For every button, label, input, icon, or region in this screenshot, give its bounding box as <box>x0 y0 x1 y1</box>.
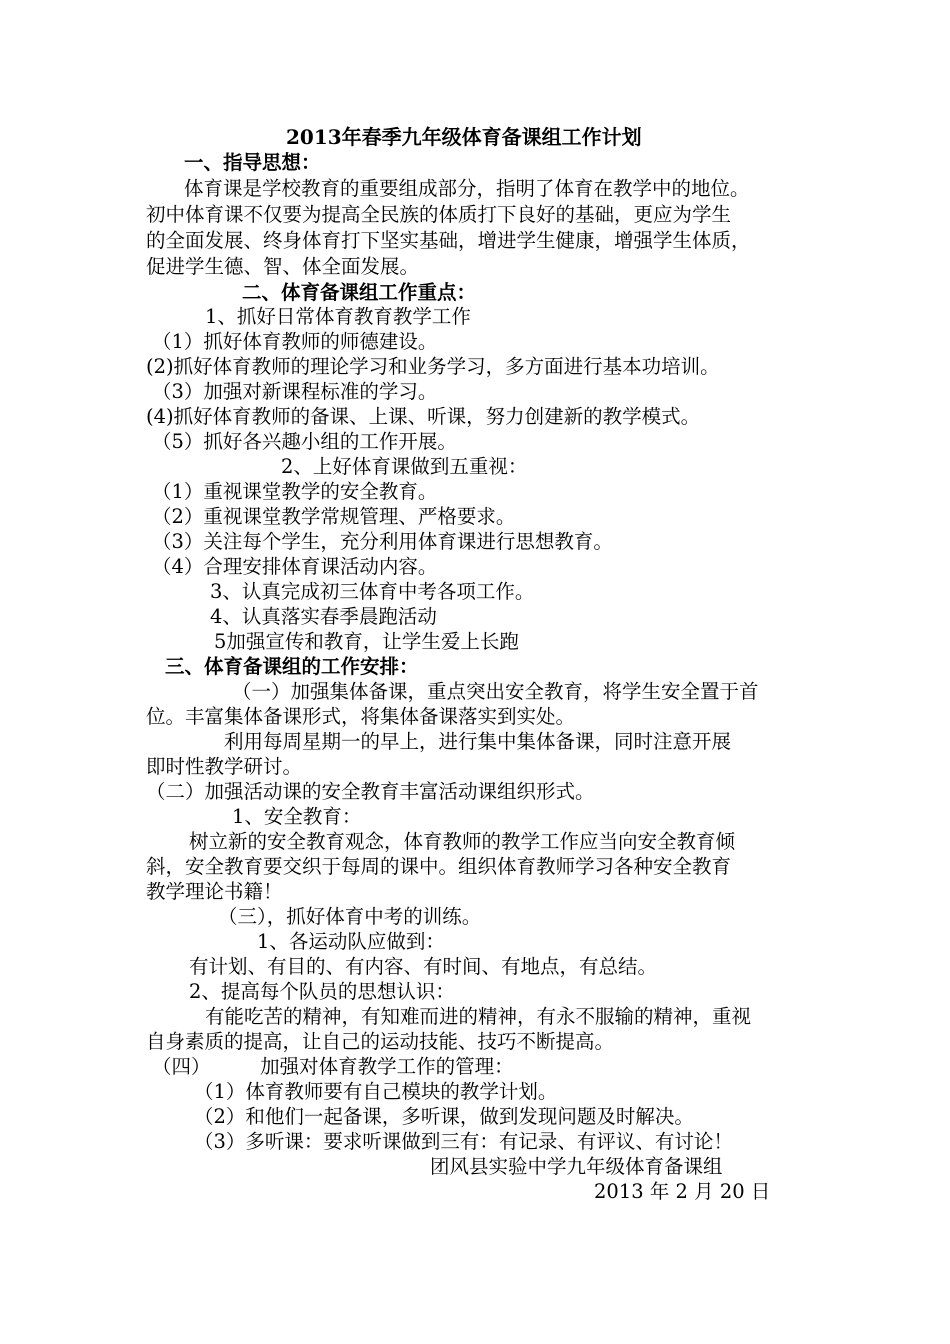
section3-part1-line: 即时性教学研讨。 <box>146 755 303 778</box>
section2-sub1-item: (4)抓好体育教师的备课、上课、听课，努力创建新的教学模式。 <box>146 405 701 428</box>
section2-sub2-item: （3）关注每个学生，充分利用体育课进行思想教育。 <box>152 530 613 553</box>
section3-part3-para-line: 自身素质的提高，让自己的运动技能、技巧不断提高。 <box>146 1030 615 1053</box>
section3-part1-line: （一）加强集体备课，重点突出安全教育，将学生安全置于首 <box>232 680 759 703</box>
section3-part4-item: （1）体育教师要有自己模块的教学计划。 <box>194 1080 558 1103</box>
section3-part3-para-line: 有能吃苦的精神，有知难而进的精神，有永不服输的精神，重视 <box>205 1005 752 1028</box>
section2-sub2-item: （2）重视课堂教学常规管理、严格要求。 <box>152 505 516 528</box>
section2-sub1-item: （1）抓好体育教师的师德建设。 <box>152 330 438 353</box>
section3-part1-line: 位。丰富集体备课形式，将集体备课落实到实处。 <box>146 705 576 728</box>
document-title: 2013年春季九年级体育备课组工作计划 <box>286 125 642 149</box>
section1-heading: 一、指导思想： <box>184 151 321 174</box>
section3-part4-item: （2）和他们一起备课，多听课，做到发现问题及时解决。 <box>194 1105 694 1128</box>
section2-sub3: 3、认真完成初三体育中考各项工作。 <box>210 580 535 603</box>
section2-sub1-item: （3）加强对新课程标准的学习。 <box>152 380 438 403</box>
section3-part2-para-line: 斜，安全教育要交织于每周的课中。组织体育教师学习各种安全教育 <box>146 855 732 878</box>
section3-part1-line: 利用每周星期一的早上，进行集中集体备课，同时注意开展 <box>224 730 732 753</box>
signature: 团风县实验中学九年级体育备课组 <box>430 1155 723 1178</box>
section1-para-line: 的全面发展、终身体育打下坚实基础，增进学生健康，增强学生体质， <box>146 229 751 252</box>
section2-sub2-item: （1）重视课堂教学的安全教育。 <box>152 480 438 503</box>
section3-part2-sub: 1、安全教育： <box>232 805 362 828</box>
date: 2013 年 2 月 20 日 <box>594 1180 771 1203</box>
section1-para-line: 体育课是学校教育的重要组成部分，指明了体育在教学中的地位。 <box>184 177 750 200</box>
section3-part2-para-line: 树立新的安全教育观念，体育教师的教学工作应当向安全教育倾 <box>189 830 736 853</box>
section2-sub4: 4、认真落实春季晨跑活动 <box>210 605 437 628</box>
section2-sub5: 5加强宣传和教育，让学生爱上长跑 <box>214 630 519 653</box>
section2-sub1-heading: 1、抓好日常体育教育教学工作 <box>205 305 471 328</box>
section3-part4-heading: （四） 加强对体育教学工作的管理： <box>152 1055 514 1078</box>
section3-part3-sub1: 1、各运动队应做到： <box>257 930 445 953</box>
section1-para-line: 初中体育课不仅要为提高全民族的体质打下良好的基础，更应为学生 <box>146 203 732 226</box>
section2-sub2-heading: 2、上好体育课做到五重视： <box>281 455 528 478</box>
section1-para-line: 促进学生德、智、体全面发展。 <box>146 255 420 278</box>
section3-part4-item: （3）多听课：要求听课做到三有：有记录、有评议、有讨论！ <box>194 1130 733 1153</box>
section2-sub1-item: （5）抓好各兴趣小组的工作开展。 <box>152 430 457 453</box>
section3-part3-sub1-text: 有计划、有目的、有内容、有时间、有地点，有总结。 <box>189 955 658 978</box>
section3-part3-heading: （三），抓好体育中考的训练。 <box>218 905 482 928</box>
section3-heading: 三、体育备课组的工作安排： <box>165 655 419 678</box>
section2-heading: 二、体育备课组工作重点： <box>242 281 477 304</box>
section3-part2-heading: （二）加强活动课的安全教育丰富活动课组织形式。 <box>146 780 595 803</box>
section2-sub2-item: （4）合理安排体育课活动内容。 <box>152 555 438 578</box>
section3-part3-sub2: 2、提高每个队员的思想认识： <box>189 980 455 1003</box>
section2-sub1-item: (2)抓好体育教师的理论学习和业务学习，多方面进行基本功培训。 <box>146 355 720 378</box>
section3-part2-para-line: 教学理论书籍！ <box>146 880 283 903</box>
